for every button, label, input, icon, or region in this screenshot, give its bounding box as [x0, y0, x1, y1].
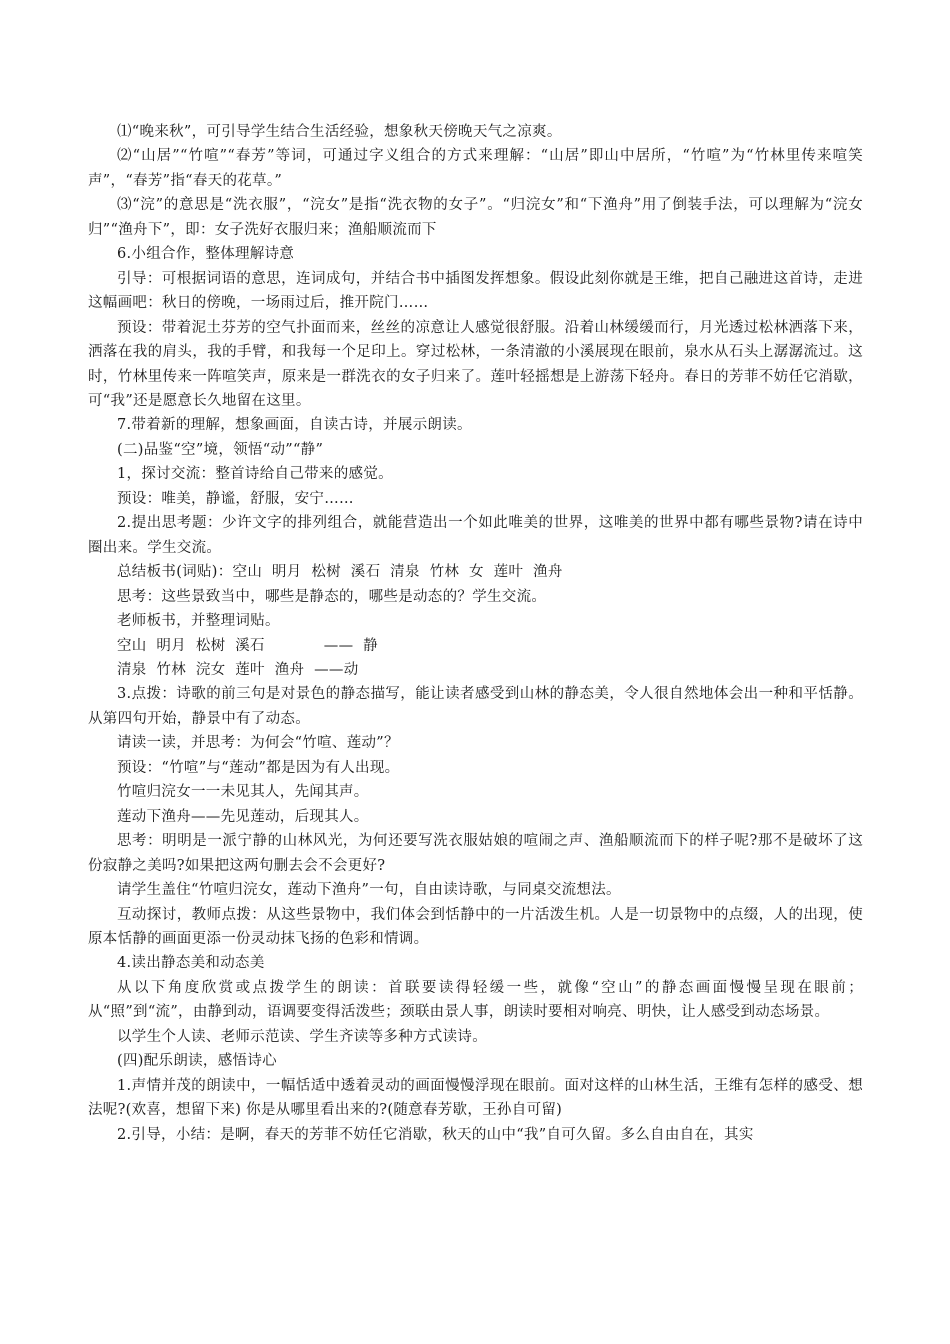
section-heading: (四)配乐朗读，感悟诗心: [117, 1053, 277, 1070]
paragraph: 3.点拨：诗歌的前三句是对景色的静态描写，能让读者感受到山林的静态美，令人很自然地体会出一种和平恬静。从第四句开始，静景中有了动态。: [88, 686, 863, 727]
paragraph: 莲动下渔舟——先见莲动，后现其人。: [117, 808, 369, 825]
document-body: [88, 120, 863, 1147]
paragraph: 请读一读，并思考：为何会“竹喧、莲动”？: [117, 735, 399, 752]
paragraph: 竹喧归浣女一一未见其人，先闻其声。: [117, 784, 369, 801]
paragraph: 互动探讨，教师点拨：从这些景物中，我们体会到恬静中的一片活泼生机。人是一切景物中的点缀，人的出现，使原本恬静的画面更添一份灵动抹飞扬的色彩和情调。: [88, 906, 863, 947]
paragraph: 请学生盖住“竹喧归浣女，莲动下渔舟”一句，自由读诗歌，与同桌交流想法。: [117, 882, 621, 899]
paragraph: 总结板书(词贴)：空山 明月 松树 溪石 清泉 竹林 女 莲叶 渔舟: [117, 564, 563, 581]
paragraph: 1，探讨交流：整首诗给自己带来的感觉。: [117, 466, 393, 483]
paragraph: 1.声情并茂的朗读中，一幅恬适中透着灵动的画面慢慢浮现在眼前。面对这样的山林生活，王维有怎样的感受、想法呢?(欢喜，想留下来) 你是从哪里看出来的?(随意春芳歇，王孙自可留): [88, 1077, 863, 1119]
paragraph: ⑶“浣”的意思是“洗衣服”，“浣女”是指“洗衣物的女子”。“归浣女”和“下渔舟”用了倒装手法，可以理解为“浣女归”“渔舟下”，即：女子洗好衣服归来；渔船顺流而下: [88, 197, 863, 238]
section-heading: 4.读出静态美和动态美: [117, 955, 265, 972]
paragraph: ⑴“晚来秋”，可引导学生结合生活经验，想象秋天傍晚天气之凉爽。: [117, 124, 562, 140]
paragraph: 思考：明明是一派宁静的山林风光，为何还要写洗衣服姑娘的喧闹之声、渔船顺流而下的样子呢?那不是破坏了这份寂静之美吗?如果把这两句删去会不会更好?: [88, 833, 863, 874]
paragraph: 思考：这些景致当中，哪些是静态的，哪些是动态的？学生交流。: [117, 588, 547, 605]
paragraph: 从以下角度欣赏或点拨学生的朗读：首联要读得轻缓一些，就像“空山”的静态画面慢慢呈现在眼前；从“照”到“流”，由静到动，语调要变得活泼些；颈联由景人事，朗读时要相对响亮、明快，让人感受到动态场景。: [88, 979, 863, 1021]
section-heading: 7.带着新的理解，想象画面，自读古诗，并展示朗读。: [117, 417, 472, 434]
paragraph: 以学生个人读、老师示范读、学生齐读等多种方式读诗。: [117, 1028, 487, 1045]
paragraph: 引导：可根据词语的意思，连词成句，并结合书中插图发挥想象。假设此刻你就是王维，把自己融进这首诗，走进这幅画吧：秋日的傍晚，一场雨过后，推开院门……: [88, 270, 863, 312]
paragraph: 老师板书，并整理词贴。: [117, 613, 280, 630]
paragraph: 预设：唯美，静谧，舒服，安宁……: [117, 490, 354, 507]
paragraph: 预设：带着泥土芬芳的空气扑面而来，丝丝的凉意让人感觉很舒服。沿着山林缓缓而行，月光透过松林洒落下来，洒落在我的肩头，我的手臂，和我每一个足印上。穿过松林，一条清澈的小溪展现在眼前，泉水从石头上潺潺流过。这时，竹林里传来一阵喧笑声，原来是一群洗衣的女子归来了。莲叶轻摇想是上游荡下轻舟。春日的芳菲不妨任它消歇，可“我”还是愿意长久地留在这里。: [88, 319, 863, 409]
board-line-static: 空山 明月 松树 溪石 —— 静: [117, 637, 378, 654]
section-heading: 6.小组合作，整体理解诗意: [117, 246, 295, 263]
paragraph: 2.引导，小结：是啊，春天的芳菲不妨任它消歇，秋天的山中“我”自可久留。多么自由自在，其实: [117, 1126, 754, 1143]
paragraph: ⑵“山居”“竹喧”“春芳”等词，可通过字义组合的方式来理解：“山居”即山中居所，“竹喧”为“竹林里传来喧笑声”，“春芳”指“春天的花草。”: [88, 148, 863, 189]
paragraph: 预设：“竹喧”与“莲动”都是因为有人出现。: [117, 759, 400, 776]
paragraph: 2.提出思考题：少许文字的排列组合，就能营造出一个如此唯美的世界，这唯美的世界中都有哪些景物?请在诗中圈出来。学生交流。: [88, 515, 863, 556]
board-line-dynamic: 清泉 竹林 浣女 莲叶 渔舟 ——动: [117, 661, 359, 678]
section-heading: (二)品鉴“空”境，领悟“动”“静”: [117, 441, 324, 458]
